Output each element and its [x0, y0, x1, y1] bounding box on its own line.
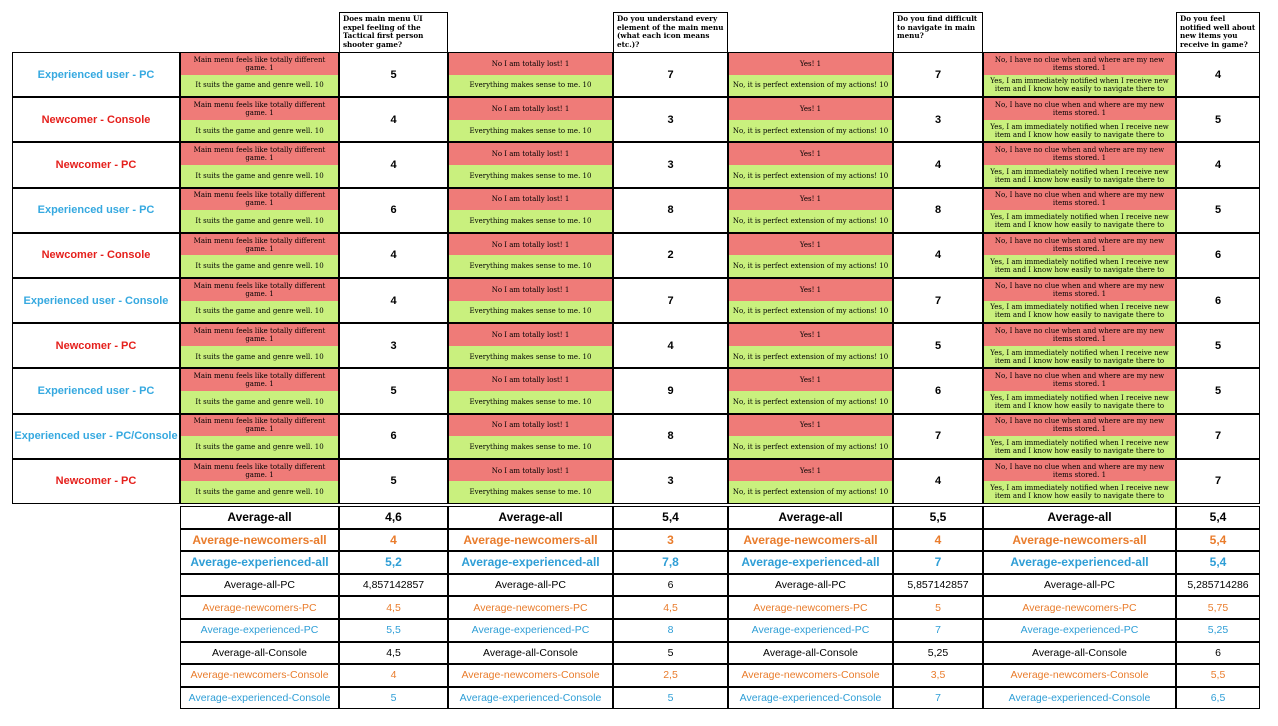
summary-value: 5,2 — [339, 551, 448, 574]
summary-label: Average-experienced-Console — [448, 687, 613, 710]
answer-high-label: Yes, I am immediately notified when I receive new item and I know how easily to navigate there to — [983, 210, 1176, 233]
summary-value: 5,75 — [1176, 596, 1260, 619]
summary-label: Average-all-Console — [180, 642, 339, 665]
summary-value: 5,4 — [1176, 529, 1260, 552]
score-cell: 3 — [613, 97, 728, 142]
answer-high-label: It suits the game and genre well. 10 — [180, 481, 339, 504]
score-cell: 7 — [1176, 414, 1260, 459]
summary-label: Average-newcomers-all — [448, 529, 613, 552]
answer-low-label: Yes! 1 — [728, 52, 893, 75]
score-cell: 3 — [613, 459, 728, 504]
summary-label: Average-newcomers-Console — [728, 664, 893, 687]
answer-high-label: Yes, I am immediately notified when I receive new item and I know how easily to navigate there to — [983, 481, 1176, 504]
summary-label: Average-all — [448, 506, 613, 529]
summary-label: Average-experienced-all — [983, 551, 1176, 574]
summary-value: 7 — [893, 551, 983, 574]
score-cell: 7 — [893, 278, 983, 323]
answer-low-label: No I am totally lost! 1 — [448, 368, 613, 391]
answer-high-label: It suits the game and genre well. 10 — [180, 75, 339, 98]
summary-label: Average-newcomers-Console — [448, 664, 613, 687]
answer-high-label: No, it is perfect extension of my actions! 10 — [728, 481, 893, 504]
summary-label: Average-all-PC — [728, 574, 893, 597]
answer-high-label: Yes, I am immediately notified when I receive new item and I know how easily to navigate there to — [983, 75, 1176, 98]
score-cell: 6 — [339, 188, 448, 233]
score-cell: 3 — [339, 323, 448, 368]
summary-label: Average-experienced-all — [180, 551, 339, 574]
answer-low-label: Main menu feels like totally different game. 1 — [180, 142, 339, 165]
answer-high-label: Everything makes sense to me. 10 — [448, 346, 613, 369]
score-cell: 4 — [613, 323, 728, 368]
score-cell: 2 — [613, 233, 728, 278]
score-cell: 9 — [613, 368, 728, 413]
summary-label: Average-newcomers-all — [728, 529, 893, 552]
score-cell: 4 — [893, 233, 983, 278]
summary-label: Average-all — [728, 506, 893, 529]
score-cell: 4 — [339, 278, 448, 323]
answer-low-label: No, I have no clue when and where are my new items stored. 1 — [983, 233, 1176, 256]
score-cell: 4 — [893, 459, 983, 504]
answer-low-label: No I am totally lost! 1 — [448, 188, 613, 211]
answer-low-label: Yes! 1 — [728, 278, 893, 301]
summary-value: 4,857142857 — [339, 574, 448, 597]
respondent-label: Experienced user - PC/Console — [12, 414, 180, 459]
summary-label: Average-experienced-PC — [448, 619, 613, 642]
summary-label: Average-all-PC — [448, 574, 613, 597]
score-cell: 6 — [339, 414, 448, 459]
summary-value: 4,5 — [339, 596, 448, 619]
answer-low-label: Yes! 1 — [728, 323, 893, 346]
answer-high-label: No, it is perfect extension of my actions! 10 — [728, 210, 893, 233]
answer-low-label: Yes! 1 — [728, 142, 893, 165]
score-cell: 3 — [613, 142, 728, 187]
summary-value: 5 — [339, 687, 448, 710]
answer-high-label: Yes, I am immediately notified when I receive new item and I know how easily to navigate there to — [983, 301, 1176, 324]
summary-label: Average-newcomers-PC — [180, 596, 339, 619]
answer-high-label: No, it is perfect extension of my actions! 10 — [728, 165, 893, 188]
answer-low-label: No, I have no clue when and where are my new items stored. 1 — [983, 188, 1176, 211]
respondent-label: Experienced user - PC — [12, 52, 180, 97]
summary-value: 6 — [1176, 642, 1260, 665]
summary-value: 5,285714286 — [1176, 574, 1260, 597]
summary-label: Average-all — [180, 506, 339, 529]
answer-high-label: Everything makes sense to me. 10 — [448, 301, 613, 324]
answer-high-label: Everything makes sense to me. 10 — [448, 165, 613, 188]
answer-low-label: Yes! 1 — [728, 414, 893, 437]
answer-low-label: No I am totally lost! 1 — [448, 278, 613, 301]
answer-low-label: No, I have no clue when and where are my new items stored. 1 — [983, 414, 1176, 437]
score-cell: 5 — [339, 459, 448, 504]
answer-low-label: No, I have no clue when and where are my new items stored. 1 — [983, 52, 1176, 75]
summary-label: Average-all-Console — [728, 642, 893, 665]
answer-high-label: It suits the game and genre well. 10 — [180, 301, 339, 324]
answer-high-label: It suits the game and genre well. 10 — [180, 346, 339, 369]
summary-label: Average-experienced-PC — [983, 619, 1176, 642]
respondent-label: Newcomer - Console — [12, 233, 180, 278]
answer-high-label: Everything makes sense to me. 10 — [448, 75, 613, 98]
score-cell: 7 — [1176, 459, 1260, 504]
respondent-label: Experienced user - Console — [12, 278, 180, 323]
score-cell: 7 — [613, 278, 728, 323]
answer-high-label: No, it is perfect extension of my actions! 10 — [728, 301, 893, 324]
answer-high-label: It suits the game and genre well. 10 — [180, 165, 339, 188]
score-cell: 4 — [893, 142, 983, 187]
respondent-label: Newcomer - PC — [12, 459, 180, 504]
answer-high-label: Everything makes sense to me. 10 — [448, 481, 613, 504]
score-cell: 5 — [893, 323, 983, 368]
summary-label: Average-newcomers-all — [180, 529, 339, 552]
summary-value: 3 — [613, 529, 728, 552]
answer-high-label: No, it is perfect extension of my actions! 10 — [728, 391, 893, 414]
question-header-3: Do you find difficult to navigate in main menu? — [893, 12, 983, 52]
summary-value: 5,4 — [1176, 506, 1260, 529]
score-cell: 6 — [893, 368, 983, 413]
score-cell: 7 — [893, 414, 983, 459]
question-header-4: Do you feel notified well about new items you receive in game? — [1176, 12, 1260, 52]
score-cell: 6 — [1176, 278, 1260, 323]
score-cell: 5 — [339, 368, 448, 413]
score-cell: 7 — [613, 52, 728, 97]
summary-label: Average-experienced-PC — [728, 619, 893, 642]
answer-low-label: Main menu feels like totally different game. 1 — [180, 278, 339, 301]
summary-value: 5 — [893, 596, 983, 619]
answer-low-label: No I am totally lost! 1 — [448, 323, 613, 346]
answer-high-label: No, it is perfect extension of my actions! 10 — [728, 436, 893, 459]
answer-high-label: Everything makes sense to me. 10 — [448, 120, 613, 143]
answer-high-label: Yes, I am immediately notified when I receive new item and I know how easily to navigate there to — [983, 391, 1176, 414]
answer-low-label: No, I have no clue when and where are my new items stored. 1 — [983, 97, 1176, 120]
summary-value: 6 — [613, 574, 728, 597]
answer-low-label: Main menu feels like totally different game. 1 — [180, 52, 339, 75]
score-cell: 3 — [893, 97, 983, 142]
respondent-label: Newcomer - PC — [12, 142, 180, 187]
answer-high-label: No, it is perfect extension of my actions! 10 — [728, 255, 893, 278]
summary-value: 4 — [339, 529, 448, 552]
summary-value: 6,5 — [1176, 687, 1260, 710]
answer-low-label: No I am totally lost! 1 — [448, 52, 613, 75]
score-cell: 4 — [339, 142, 448, 187]
summary-label: Average-all-PC — [983, 574, 1176, 597]
answer-low-label: Main menu feels like totally different game. 1 — [180, 368, 339, 391]
summary-value: 4,5 — [613, 596, 728, 619]
summary-label: Average-newcomers-PC — [448, 596, 613, 619]
answer-low-label: No I am totally lost! 1 — [448, 459, 613, 482]
answer-low-label: Yes! 1 — [728, 188, 893, 211]
answer-high-label: Yes, I am immediately notified when I receive new item and I know how easily to navigate there to — [983, 346, 1176, 369]
summary-value: 4 — [893, 529, 983, 552]
summary-label: Average-all-Console — [448, 642, 613, 665]
answer-low-label: No I am totally lost! 1 — [448, 233, 613, 256]
summary-value: 5 — [613, 687, 728, 710]
answer-low-label: Yes! 1 — [728, 368, 893, 391]
score-cell: 4 — [339, 97, 448, 142]
summary-value: 5,5 — [339, 619, 448, 642]
respondent-label: Experienced user - PC — [12, 188, 180, 233]
answer-low-label: Main menu feels like totally different game. 1 — [180, 414, 339, 437]
summary-value: 4,5 — [339, 642, 448, 665]
respondent-label: Newcomer - Console — [12, 97, 180, 142]
score-cell: 8 — [613, 414, 728, 459]
answer-low-label: No I am totally lost! 1 — [448, 97, 613, 120]
summary-value: 5,4 — [1176, 551, 1260, 574]
summary-value: 3,5 — [893, 664, 983, 687]
summary-label: Average-all-PC — [180, 574, 339, 597]
answer-high-label: Everything makes sense to me. 10 — [448, 391, 613, 414]
summary-value: 5,5 — [1176, 664, 1260, 687]
summary-label: Average-newcomers-all — [983, 529, 1176, 552]
summary-label: Average-experienced-Console — [180, 687, 339, 710]
summary-value: 4,6 — [339, 506, 448, 529]
answer-high-label: No, it is perfect extension of my actions! 10 — [728, 346, 893, 369]
summary-label: Average-experienced-all — [728, 551, 893, 574]
summary-label: Average-all — [983, 506, 1176, 529]
answer-high-label: It suits the game and genre well. 10 — [180, 436, 339, 459]
answer-low-label: Main menu feels like totally different game. 1 — [180, 459, 339, 482]
answer-low-label: No I am totally lost! 1 — [448, 142, 613, 165]
answer-high-label: It suits the game and genre well. 10 — [180, 210, 339, 233]
score-cell: 7 — [893, 52, 983, 97]
summary-value: 7 — [893, 687, 983, 710]
summary-label: Average-newcomers-PC — [983, 596, 1176, 619]
score-cell: 5 — [1176, 323, 1260, 368]
score-cell: 8 — [613, 188, 728, 233]
summary-label: Average-newcomers-Console — [180, 664, 339, 687]
answer-high-label: Yes, I am immediately notified when I receive new item and I know how easily to navigate there to — [983, 255, 1176, 278]
question-header-1: Does main menu UI expel feeling of the Tactical first person shooter game? — [339, 12, 448, 52]
summary-label: Average-experienced-PC — [180, 619, 339, 642]
score-cell: 4 — [1176, 52, 1260, 97]
summary-value: 4 — [339, 664, 448, 687]
summary-value: 2,5 — [613, 664, 728, 687]
answer-low-label: No, I have no clue when and where are my new items stored. 1 — [983, 323, 1176, 346]
answer-low-label: Main menu feels like totally different game. 1 — [180, 188, 339, 211]
answer-high-label: Yes, I am immediately notified when I receive new item and I know how easily to navigate there to — [983, 436, 1176, 459]
answer-low-label: No, I have no clue when and where are my new items stored. 1 — [983, 142, 1176, 165]
summary-label: Average-newcomers-Console — [983, 664, 1176, 687]
answer-low-label: Main menu feels like totally different game. 1 — [180, 97, 339, 120]
respondent-label: Newcomer - PC — [12, 323, 180, 368]
summary-label: Average-experienced-Console — [983, 687, 1176, 710]
score-cell: 8 — [893, 188, 983, 233]
summary-label: Average-experienced-all — [448, 551, 613, 574]
summary-label: Average-experienced-Console — [728, 687, 893, 710]
answer-high-label: Yes, I am immediately notified when I receive new item and I know how easily to navigate there to — [983, 165, 1176, 188]
summary-label: Average-newcomers-PC — [728, 596, 893, 619]
answer-low-label: Yes! 1 — [728, 233, 893, 256]
answer-high-label: Everything makes sense to me. 10 — [448, 436, 613, 459]
summary-value: 5,857142857 — [893, 574, 983, 597]
answer-high-label: Everything makes sense to me. 10 — [448, 255, 613, 278]
respondent-label: Experienced user - PC — [12, 368, 180, 413]
score-cell: 5 — [1176, 188, 1260, 233]
summary-value: 8 — [613, 619, 728, 642]
question-header-2: Do you understand every element of the main menu (what each icon means etc.)? — [613, 12, 728, 52]
score-cell: 4 — [339, 233, 448, 278]
score-cell: 5 — [339, 52, 448, 97]
answer-low-label: Yes! 1 — [728, 459, 893, 482]
answer-low-label: Main menu feels like totally different game. 1 — [180, 233, 339, 256]
answer-low-label: Yes! 1 — [728, 97, 893, 120]
score-cell: 5 — [1176, 97, 1260, 142]
summary-value: 5,25 — [893, 642, 983, 665]
answer-high-label: It suits the game and genre well. 10 — [180, 391, 339, 414]
answer-high-label: Everything makes sense to me. 10 — [448, 210, 613, 233]
summary-label: Average-all-Console — [983, 642, 1176, 665]
answer-high-label: No, it is perfect extension of my actions! 10 — [728, 120, 893, 143]
summary-value: 5 — [613, 642, 728, 665]
summary-value: 7 — [893, 619, 983, 642]
score-cell: 6 — [1176, 233, 1260, 278]
answer-low-label: Main menu feels like totally different game. 1 — [180, 323, 339, 346]
answer-low-label: No I am totally lost! 1 — [448, 414, 613, 437]
summary-value: 5,4 — [613, 506, 728, 529]
score-cell: 5 — [1176, 368, 1260, 413]
summary-value: 5,5 — [893, 506, 983, 529]
answer-high-label: Yes, I am immediately notified when I receive new item and I know how easily to navigate there to — [983, 120, 1176, 143]
answer-high-label: It suits the game and genre well. 10 — [180, 120, 339, 143]
answer-low-label: No, I have no clue when and where are my new items stored. 1 — [983, 278, 1176, 301]
summary-value: 7,8 — [613, 551, 728, 574]
answer-high-label: It suits the game and genre well. 10 — [180, 255, 339, 278]
answer-high-label: No, it is perfect extension of my actions! 10 — [728, 75, 893, 98]
answer-low-label: No, I have no clue when and where are my new items stored. 1 — [983, 368, 1176, 391]
score-cell: 4 — [1176, 142, 1260, 187]
summary-value: 5,25 — [1176, 619, 1260, 642]
answer-low-label: No, I have no clue when and where are my new items stored. 1 — [983, 459, 1176, 482]
